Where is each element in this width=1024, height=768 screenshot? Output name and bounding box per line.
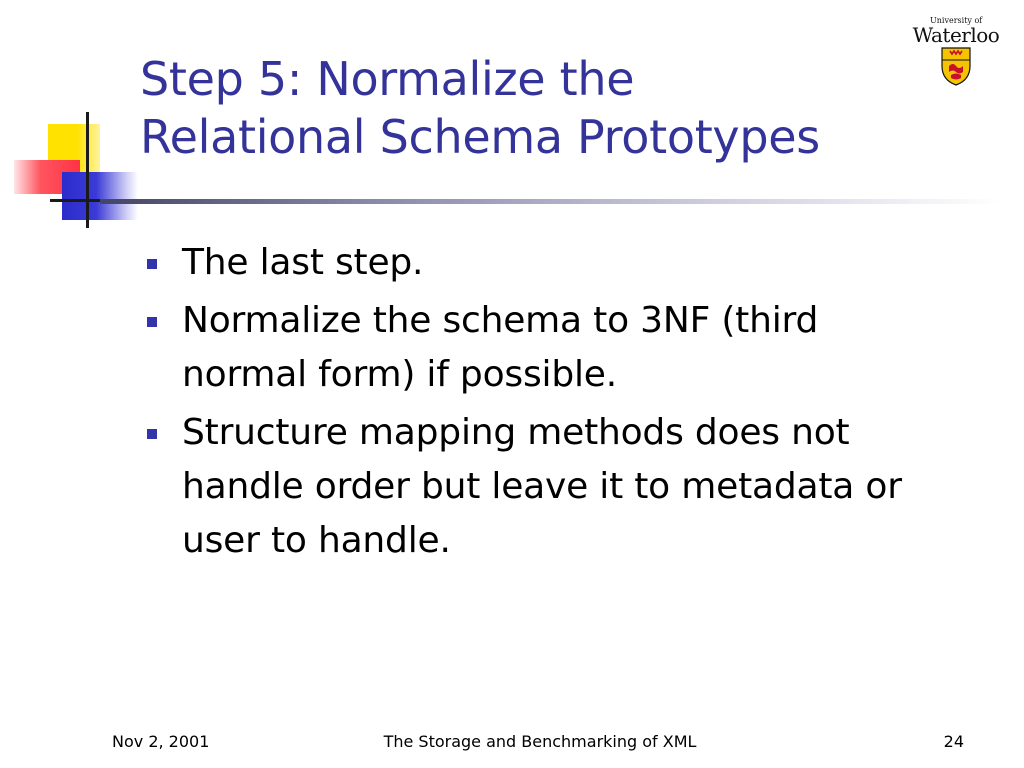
decorative-vertical-line	[86, 112, 89, 228]
bullet-line: handle order but leave it to metadata or	[182, 466, 902, 507]
footer-date: Nov 2, 2001	[112, 732, 210, 751]
logo-university-of: University of	[930, 16, 983, 25]
title-line-2: Relational Schema Prototypes	[140, 110, 820, 164]
bullet-square-icon	[147, 317, 157, 327]
bullet-line: The last step.	[182, 242, 424, 283]
bullet-square-icon	[147, 259, 157, 269]
bullet-line: normal form) if possible.	[182, 354, 617, 395]
bullet-list	[140, 236, 1000, 572]
title-underline-rule	[100, 199, 1000, 204]
title-line-1: Step 5: Normalize the	[140, 52, 635, 106]
footer-page-number: 24	[943, 732, 964, 751]
decorative-blue-bar	[62, 172, 138, 220]
slide-title	[140, 50, 980, 166]
bullet-item	[140, 406, 1000, 568]
bullet-square-icon	[147, 429, 157, 439]
university-logo	[904, 16, 1008, 90]
bullet-line: Structure mapping methods does not	[182, 412, 850, 453]
bullet-item	[140, 294, 1000, 402]
crest-icon	[940, 46, 972, 86]
bullet-item	[140, 236, 1000, 290]
logo-waterloo: Waterloo	[912, 23, 1000, 47]
footer-title: The Storage and Benchmarking of XML	[383, 732, 697, 751]
bullet-line: Normalize the schema to 3NF (third	[182, 300, 819, 341]
bullet-line: user to handle.	[182, 520, 451, 561]
